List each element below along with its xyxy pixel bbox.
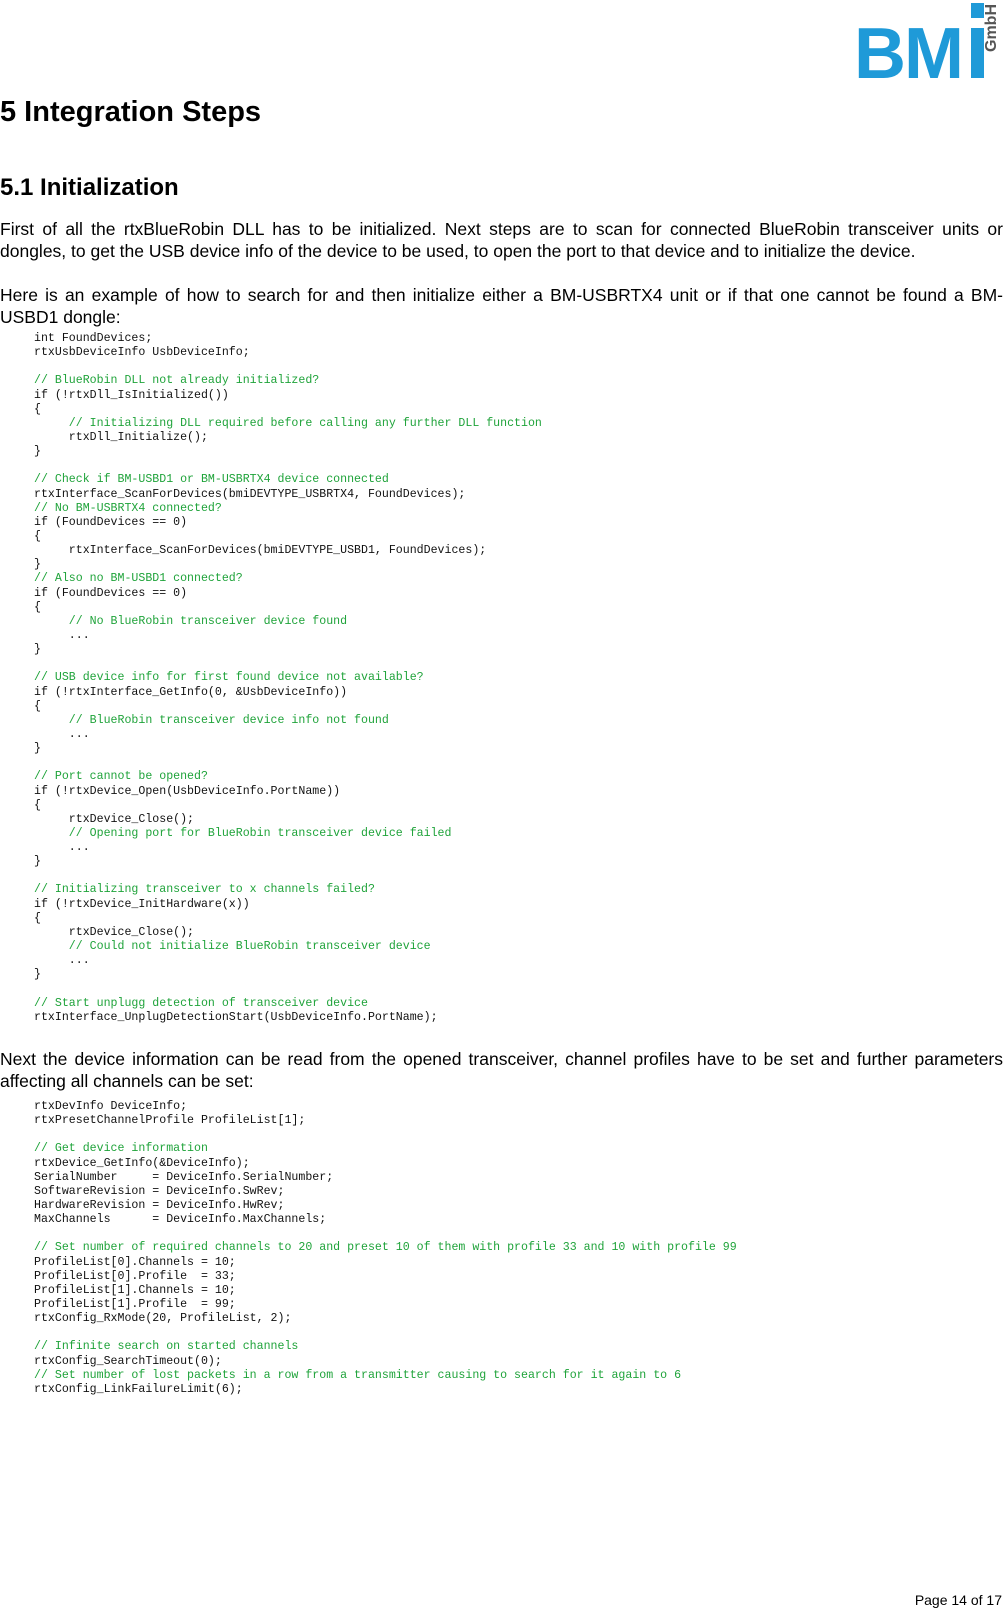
code-comment-line: // Start unplugg detection of transceiver device xyxy=(34,996,368,1010)
code-line: rtxInterface_ScanForDevices(bmiDEVTYPE_USBD1, FoundDevices); xyxy=(34,544,487,558)
code-line: ... xyxy=(34,727,90,741)
code-comment-line: // Get device information xyxy=(34,1142,208,1156)
code-line: } xyxy=(34,968,41,982)
code-line xyxy=(34,360,542,374)
intro-paragraph: First of all the rtxBlueRobin DLL has to be initialized. Next steps are to scan for connected BlueRobin transceiver units or dongles, to get the USB device info of the device to be used, to open the port to that device and to initialize the device. xyxy=(0,219,1003,261)
code-line xyxy=(34,982,542,996)
device-info-paragraph: Next the device information can be read from the opened transceiver, channel profiles have to be set and further parameters affecting all channels can be set: xyxy=(0,1049,1003,1091)
code-line: rtxDll_Initialize(); xyxy=(34,430,208,444)
code-comment-line: // No BM-USBRTX4 connected? xyxy=(34,501,222,515)
logo-letters: BM xyxy=(854,14,962,84)
code-line: rtxDevInfo DeviceInfo; xyxy=(34,1100,188,1113)
code-comment-line: // Opening port for BlueRobin transceiver device failed xyxy=(34,826,452,840)
code-line: ... xyxy=(34,954,90,968)
code-line: ... xyxy=(34,841,90,855)
code-comment-line: // Set number of lost packets in a row from a transmitter causing to search for it again to 6 xyxy=(34,1368,682,1382)
code-line: ProfileList[0].Channels = 10; xyxy=(34,1255,236,1269)
code-line: if (FoundDevices == 0) xyxy=(34,586,188,600)
code-line: rtxDevice_Close(); xyxy=(34,812,195,826)
code-line: { xyxy=(34,600,41,614)
code-line: ... xyxy=(34,628,90,642)
code-line: } xyxy=(34,742,41,756)
code-line xyxy=(34,1128,737,1142)
code-block-initialization xyxy=(34,332,542,1025)
code-line: ProfileList[1].Channels = 10; xyxy=(34,1283,236,1297)
code-line xyxy=(34,869,542,883)
code-line: if (!rtxDevice_Open(UsbDeviceInfo.PortName)) xyxy=(34,784,341,798)
code-line xyxy=(34,756,542,770)
code-line xyxy=(34,1326,737,1340)
code-line: ProfileList[0].Profile = 33; xyxy=(34,1269,236,1283)
code-comment-line: // Could not initialize BlueRobin transceiver device xyxy=(34,940,431,954)
code-comment-line: // Infinite search on started channels xyxy=(34,1340,299,1354)
code-line: rtxConfig_SearchTimeout(0); xyxy=(34,1354,222,1368)
code-line: SerialNumber = DeviceInfo.SerialNumber; xyxy=(34,1170,334,1184)
code-line: { xyxy=(34,699,41,713)
code-line: { xyxy=(34,798,41,812)
code-line: } xyxy=(34,643,41,657)
code-comment-line: // No BlueRobin transceiver device found xyxy=(34,614,348,628)
code-line: rtxPresetChannelProfile ProfileList[1]; xyxy=(34,1114,306,1128)
code-line: rtxDevice_Close(); xyxy=(34,925,195,939)
code-comment-line: // USB device info for first found device not available? xyxy=(34,671,424,685)
company-logo xyxy=(852,0,1002,84)
code-line: { xyxy=(34,911,41,925)
code-comment-line: // Check if BM-USBD1 or BM-USBRTX4 device connected xyxy=(34,473,389,487)
code-line: } xyxy=(34,855,41,869)
code-line: rtxConfig_LinkFailureLimit(6); xyxy=(34,1382,243,1396)
code-comment-line: // Initializing transceiver to x channels failed? xyxy=(34,883,375,897)
code-line xyxy=(34,459,542,473)
code-comment-line: // Port cannot be opened? xyxy=(34,770,208,784)
section-heading: 5 Integration Steps xyxy=(0,96,262,128)
code-line: } xyxy=(34,445,41,459)
code-line: HardwareRevision = DeviceInfo.HwRev; xyxy=(34,1198,285,1212)
code-line: rtxUsbDeviceInfo UsbDeviceInfo; xyxy=(34,346,250,360)
code-block-device-config xyxy=(34,1100,737,1397)
subsection-heading: 5.1 Initialization xyxy=(0,174,179,201)
code-line: rtxDevice_GetInfo(&DeviceInfo); xyxy=(34,1156,250,1170)
code-line xyxy=(34,657,542,671)
code-line: if (!rtxDevice_InitHardware(x)) xyxy=(34,897,250,911)
code-line: if (!rtxInterface_GetInfo(0, &UsbDeviceInfo)) xyxy=(34,685,348,699)
code-line: if (!rtxDll_IsInitialized()) xyxy=(34,388,229,402)
code-line: rtxInterface_ScanForDevices(bmiDEVTYPE_USBRTX4, FoundDevices); xyxy=(34,487,466,501)
code-comment-line: // Initializing DLL required before calling any further DLL function xyxy=(34,416,542,430)
code-line: SoftwareRevision = DeviceInfo.SwRev; xyxy=(34,1184,285,1198)
code-line: if (FoundDevices == 0) xyxy=(34,515,188,529)
code-comment-line: // Also no BM-USBD1 connected? xyxy=(34,572,243,586)
code-line: { xyxy=(34,529,41,543)
code-line xyxy=(34,1227,737,1241)
code-line: rtxInterface_UnplugDetectionStart(UsbDeviceInfo.PortName); xyxy=(34,1010,438,1024)
code-line: ProfileList[1].Profile = 99; xyxy=(34,1297,236,1311)
example-paragraph: Here is an example of how to search for and then initialize either a BM-USBRTX4 unit or if that one cannot be found a BM-USBD1 dongle: xyxy=(0,285,1003,327)
code-line: MaxChannels = DeviceInfo.MaxChannels; xyxy=(34,1213,327,1227)
code-line: } xyxy=(34,558,41,572)
page-number: Page 14 of 17 xyxy=(914,1592,1002,1608)
code-comment-line: // BlueRobin transceiver device info not found xyxy=(34,713,389,727)
code-line: { xyxy=(34,402,41,416)
code-comment-line: // Set number of required channels to 20 and preset 10 of them with profile 33 and 10 with profile 99 xyxy=(34,1241,737,1255)
code-line: rtxConfig_RxMode(20, ProfileList, 2); xyxy=(34,1312,292,1326)
logo-suffix: GmbH xyxy=(983,4,1000,52)
code-line: int FoundDevices; xyxy=(34,332,153,345)
code-comment-line: // BlueRobin DLL not already initialized? xyxy=(34,374,320,388)
